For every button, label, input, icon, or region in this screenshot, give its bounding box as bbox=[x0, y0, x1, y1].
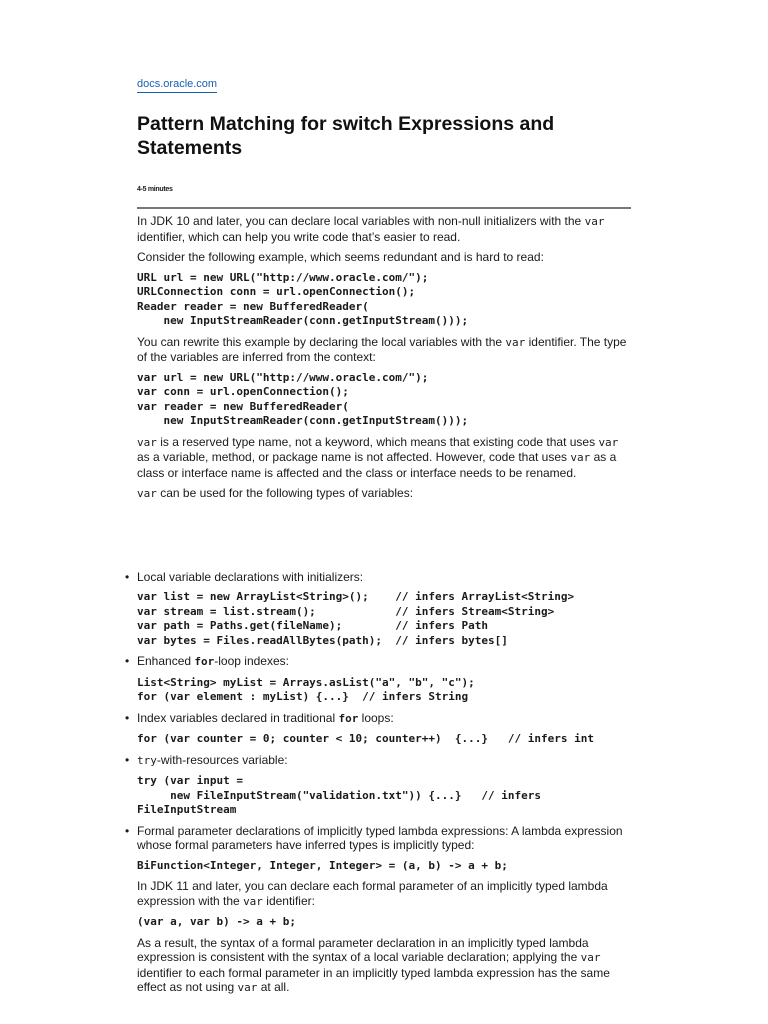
bullet-icon: • bbox=[125, 710, 130, 725]
bullet-icon: • bbox=[125, 569, 130, 584]
code-block: List<String> myList = Arrays.asList("a", "b", "c"); for (var element : myList) {...} // infers String bbox=[137, 675, 475, 703]
usage-paragraph: var can be used for the following types of variables: bbox=[137, 486, 414, 500]
variable-types-list bbox=[125, 569, 631, 996]
bullet-icon: • bbox=[125, 654, 130, 668]
list-item: • try-with-resources variable: try (var input = new FileInputStream("validation.txt")) {...} // infers FileInputStream bbox=[137, 753, 631, 818]
code-block: var list = new ArrayList<String>(); // infers ArrayList<String> var stream = list.stream(); // infers Stream<String> var path = Paths.get(fileName); // infers Path var bytes = Files.readAllBytes(path); // infers bytes[] bbox=[137, 590, 575, 647]
list-item: • Enhanced for-loop indexes: List<String> myList = Arrays.asList("a", "b", "c"); for (var element : myList) {...} // infers String bbox=[137, 654, 631, 705]
rewrite-paragraph: You can rewrite this example by declaring the local variables with the var identifier. The type of the variables are inferred from the context: bbox=[137, 334, 627, 364]
code-block-var: var url = new URL("http://www.oracle.com/"); var conn = url.openConnection(); var reader = new BufferedReader( new InputStreamReader(conn.getInputStream())); bbox=[137, 370, 469, 427]
list-item: • Formal parameter declarations of implicitly typed lambda expressions: A lambda expression whose formal parameters have inferred types is implicitly typed: BiFunction<Integer, Integer, Integer> = (a, b) -> a + b; In JDK 11 and later, you can declare each formal parameter of an implicitly typed lambda expression with the var identifier: (var a, var b) -> a + b; As a result, the syntax of a formal parameter declaration in an implicitly typed lambda expression is consistent with the syntax of a local variable declaration; applying the var identifier to each formal parameter in an implicitly typed lambda expression has the same effect as not using var at all. bbox=[137, 824, 631, 996]
spacer bbox=[137, 508, 631, 570]
list-item: • Local variable declarations with initializers: var list = new ArrayList<String>(); // infers ArrayList<String> var stream = list.stream(); // infers Stream<String> var path = Paths.get(fileName); // infers Path var bytes = Files.readAllBytes(path); // infers bytes[] bbox=[137, 570, 631, 649]
source-link[interactable]: docs.oracle.com bbox=[137, 78, 217, 93]
bullet-icon: • bbox=[125, 752, 130, 767]
code-block: try (var input = new FileInputStream("validation.txt")) {...} // infers FileInputStream bbox=[137, 774, 541, 816]
code-block-original: URL url = new URL("http://www.oracle.com/"); URLConnection conn = url.openConnection(); Reader reader = new BufferedReader( new InputStreamReader(conn.getInputStream())); bbox=[137, 270, 469, 327]
code-block: (var a, var b) -> a + b; bbox=[137, 915, 296, 928]
intro-paragraph: In JDK 10 and later, you can declare local variables with non-null initializers with the var identifier, which can help you write code that’s easier to read. bbox=[137, 214, 605, 244]
bullet-icon: • bbox=[125, 823, 130, 838]
list-item: • Index variables declared in traditional for loops: for (var counter = 0; counter < 10; counter++) {...} // infers int bbox=[137, 711, 631, 747]
article-body bbox=[125, 214, 631, 1002]
read-time: 4-5 minutes bbox=[137, 186, 173, 193]
inline-code: var bbox=[584, 215, 605, 228]
code-block: for (var counter = 0; counter < 10; counter++) {...} // infers int bbox=[137, 732, 594, 745]
reserved-name-paragraph: var is a reserved type name, not a keyword, which means that existing code that uses var as a variable, method, or package name is not affected. However, code that uses var as a class or interface name is affected and the class or interface needs to be renamed. bbox=[137, 434, 619, 480]
example-intro: Consider the following example, which seems redundant and is hard to read: bbox=[137, 250, 544, 264]
page-title: Pattern Matching for switch Expressions and Statements bbox=[137, 113, 555, 159]
inline-code: var bbox=[505, 335, 526, 349]
divider bbox=[137, 207, 631, 209]
code-block: BiFunction<Integer, Integer, Integer> = (a, b) -> a + b; bbox=[137, 858, 508, 872]
